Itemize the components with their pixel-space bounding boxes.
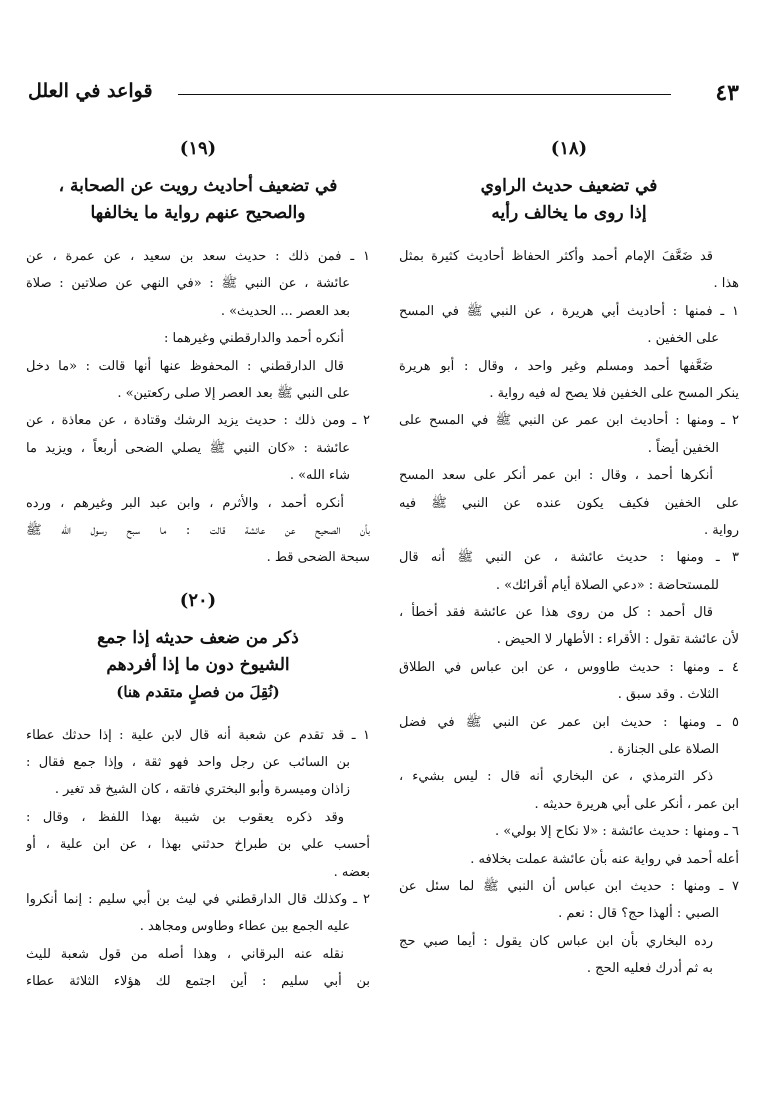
header-rule [178,94,671,95]
text-line: ذكر الترمذي ، عن البخاري أنه قال : ليس بشيء ، [399,769,713,785]
section-title-line: ذكر من ضعف حديثه إذا جمع [97,627,299,648]
text-line: الصلاة على الجنازة . [609,742,719,758]
text-line: ضَعَّفها أحمد ومسلم وغير واحد ، وقال : أبو هريرة [399,358,713,374]
text-line: نقله عنه البرقاني ، وهذا أصله من قول شعبة لليث [26,946,344,962]
section-title-line: في تضعيف حديث الراوي [480,176,658,196]
text-line: الصبي : ألهذا حج؟ قال : نعم . [558,906,719,922]
section-title-line: والصحيح عنهم رواية ما يخالفها [90,203,306,223]
section-title-20 [26,625,370,706]
page-header [28,80,739,110]
section-number-20: (٢٠) [179,589,217,611]
text-line: ٦ ـ ومنها : حديث عائشة : «لا نكاح إلا بولي» . [494,824,739,840]
text-line: قد ضَعَّفَ الإمام أحمد وأكثر الحفاظ أحاديث كثيرة بمثل [399,249,713,264]
section-number-19: (١٩) [179,138,217,159]
running-title: قواعد في العلل [28,80,153,102]
text-line: رواية . [703,522,739,538]
text-line: عائشة : «كان النبي ﷺ يصلي الضحى أربعاً ، ويزيد ما [26,440,350,456]
page-number: ٤٣ [715,80,739,106]
section-body-20 [26,722,370,996]
text-line: شاء الله» . [289,468,350,484]
section-title-line: إذا روى ما يخالف رأيه [491,203,647,223]
section-title-18 [399,173,739,227]
section-title-line: في تضعيف أحاديث رويت عن الصحابة ، [58,176,338,196]
text-line: ابن عمر ، أنكر على أبي هريرة حديثه . [534,796,739,812]
text-line: سبحة الضحى قط . [266,550,370,566]
section-body-18 [399,243,739,983]
text-line: بن السائب عن رجل واحد فهو ثقة ، وإذا جمع فقال : [26,755,350,771]
text-line: بعد العصر ... الحديث» . [220,303,350,319]
text-line: ٣ ـ ومنها : حديث عائشة ، عن النبي ﷺ أنه قال [399,550,739,566]
text-line: ٢ ـ ومن ذلك : حديث يزيد الرشك وقتادة ، عن معاذة ، عن [26,413,370,429]
text-line: بأن الصحيح عن عائشة قالت : ما سبح رسول الله ﷺ [26,522,370,538]
text-line: به ثم أدرك فعليه الحج . [586,961,713,977]
section-body-19 [26,243,370,572]
right-column [399,138,739,983]
section-title-line: الشيوخ دون ما إذا أفردهم [106,654,290,675]
text-line: لأن عائشة تقول : الأقراء : الأطهار لا الحيض . [496,632,739,648]
text-line: عليه الجمع بين عطاء وطاوس ومجاهد . [139,919,350,935]
text-line: أنكره أحمد والدارقطني وغيرهما : [164,331,344,347]
text-line: وقد ذكره يعقوب بن شيبة بهذا اللفظ ، وقال : [26,809,344,825]
text-line: ١ ـ قد تقدم عن شعبة أنه قال لابن علية : إذا حدثك عطاء [26,727,370,743]
text-line: ٢ ـ وكذلك قال الدارقطني في ليث بن أبي سليم : إنما أنكروا [26,892,370,908]
text-line: أنكرها أحمد ، وقال : ابن عمر أنكر على سعد المسح [399,468,713,484]
section-subtitle: (نُقِلَ من فصلٍ متقدم هنا) [116,682,280,701]
text-line: أحسب علي بن طبراخ حدثني بهذا ، عن ابن علية ، أو [26,837,370,853]
text-line: على الخفين فكيف يكون عنده عن النبي ﷺ فيه [399,495,739,511]
text-line: ينكر المسح على الخفين فلا يصح له فيه رواية . [489,385,739,401]
text-line: ١ ـ فمن ذلك : حديث سعد بن سعيد ، عن عمرة ، عن [26,249,370,264]
text-line: أعله أحمد في رواية عنه بأن عائشة عملت بخلافه . [470,851,739,867]
text-line: بن أبي سليم : أين اجتمع لك هؤلاء الثلاثة عطاء [26,974,370,990]
text-line: ٤ ـ ومنها : حديث طاووس ، عن ابن عباس في الطلاق [399,659,739,675]
text-line: للمستحاضة : «دعي الصلاة أيام أقرائك» . [495,577,719,593]
text-line: على الخفين . [647,331,719,347]
text-line: ١ ـ فمنها : أحاديث أبي هريرة ، عن النبي ﷺ في المسح [399,303,739,319]
section-title-19 [26,173,370,227]
text-line: زاذان وميسرة وأبو البختري فاتقه ، كان الشيخ قد تغير . [54,782,350,798]
text-line: عائشة ، عن النبي ﷺ : «في النهي عن صلاتين : صلاة [26,276,350,292]
text-line: ٧ ـ ومنها : حديث ابن عباس أن النبي ﷺ لما سئل عن [399,878,739,894]
text-line: قال أحمد : كل من روى هذا عن عائشة فقد أخطأ ، [399,605,713,621]
text-line: ٥ ـ ومنها : حديث ابن عمر عن النبي ﷺ في فضل [399,714,739,730]
text-line: الخفين أيضاً . [647,440,719,456]
text-line: أنكره أحمد ، والأثرم ، وابن عبد البر وغيرهم ، ورده [26,495,344,511]
text-line: بعضه . [333,864,370,880]
text-line: على النبي ﷺ بعد العصر إلا صلى ركعتين» . [117,385,350,401]
text-line: هذا . [713,276,739,292]
text-line: قال الدارقطني : المحفوظ عنها أنها قالت : «ما دخل [26,358,344,374]
left-column [26,138,370,996]
text-line: الثلاث . وقد سبق . [617,687,719,703]
section-number-18: (١٨) [550,138,588,159]
text-line: رده البخاري بأن ابن عباس كان يقول : أيما صبي حج [399,933,713,949]
text-line: ٢ ـ ومنها : أحاديث ابن عمر عن النبي ﷺ في المسح على [399,413,739,429]
